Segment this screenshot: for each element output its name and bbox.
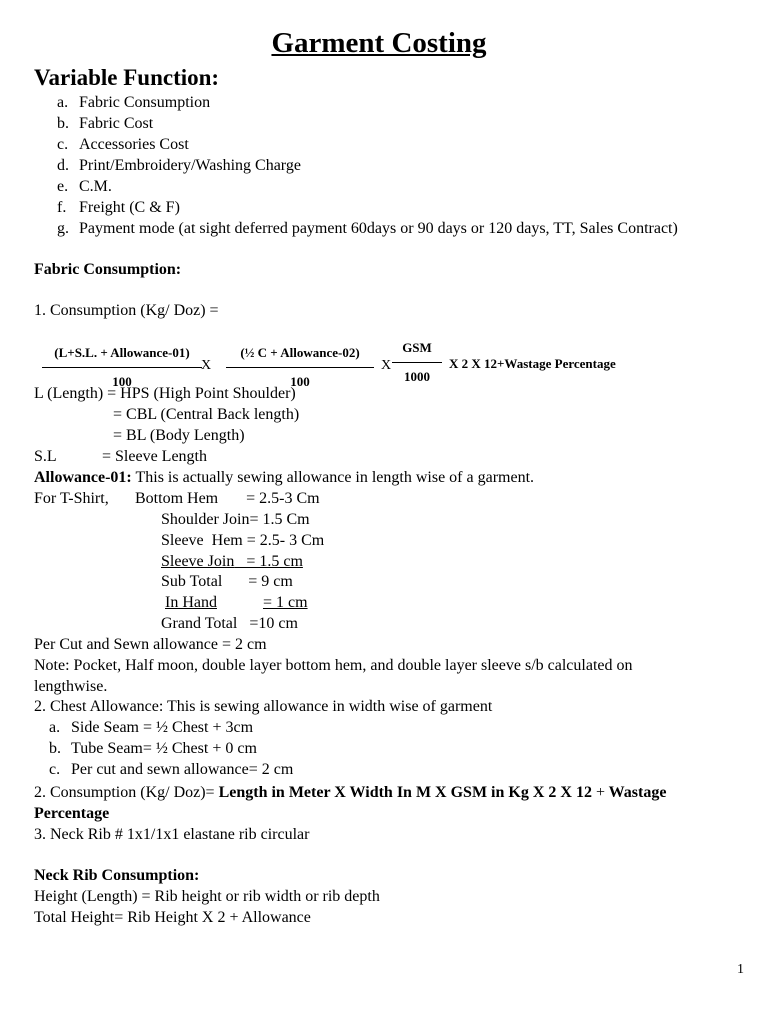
- tshirt-row-grand-total: Grand Total =10 cm: [161, 615, 298, 632]
- formula-tail: X 2 X 12+Wastage Percentage: [449, 356, 616, 371]
- list-item-text: Per cut and sewn allowance= 2 cm: [71, 761, 294, 778]
- list-item-text: Print/Embroidery/Washing Charge: [79, 157, 301, 174]
- tshirt-row-in-hand: In Hand = 1 cm: [165, 594, 308, 611]
- list-marker: e.: [57, 178, 69, 195]
- list-marker: f.: [57, 199, 67, 216]
- list-item-text: Payment mode (at sight deferred payment 60days or 90 days or 120 days, TT, Sales Contract): [79, 220, 678, 237]
- tshirt-row-sleeve-join: Sleeve Join = 1.5 cm: [161, 553, 303, 570]
- fraction-2-numerator: (½ C + Allowance-02): [226, 345, 374, 368]
- variable-function-item: [57, 156, 301, 176]
- formula-multiply-1: X: [201, 358, 212, 373]
- neck-rib-consumption-heading: Neck Rib Consumption:: [34, 867, 200, 884]
- neck-rib-height: Height (Length) = Rib height or rib width or rib depth: [34, 888, 380, 905]
- list-marker: d.: [57, 157, 69, 174]
- list-marker: c.: [57, 136, 69, 153]
- chest-allowance: 2. Chest Allowance: This is sewing allowance in width wise of garment: [34, 698, 493, 715]
- fabric-consumption-heading: Fabric Consumption:: [34, 261, 182, 278]
- per-cut-sewn-allowance: Per Cut and Sewn allowance = 2 cm: [34, 636, 267, 653]
- list-marker: b.: [57, 115, 69, 132]
- length-definition-1: L (Length) = HPS (High Point Shoulder): [34, 385, 296, 402]
- variable-function-item: [57, 93, 210, 113]
- variable-function-item: [57, 135, 189, 155]
- list-item-text: Freight (C & F): [79, 199, 180, 216]
- list-item-text: Side Seam = ½ Chest + 3cm: [71, 719, 254, 736]
- consumption-1-label: 1. Consumption (Kg/ Doz) =: [34, 302, 219, 319]
- page-number: 1: [737, 962, 744, 977]
- sleeve-length-label: S.L: [34, 448, 57, 465]
- chest-allowance-item: [49, 760, 293, 780]
- sleeve-length-value: = Sleeve Length: [102, 448, 207, 465]
- list-marker: c.: [49, 761, 61, 778]
- list-marker: b.: [49, 740, 61, 757]
- list-marker: a.: [49, 719, 61, 736]
- fraction-2-denominator: 100: [290, 374, 310, 389]
- list-item-text: Fabric Cost: [79, 115, 154, 132]
- variable-function-item: [57, 219, 678, 239]
- list-item-text: Fabric Consumption: [79, 94, 211, 111]
- formula-multiply-2: X: [381, 358, 392, 373]
- allowance-01-text: This is actually sewing allowance in length wise of a garment.: [131, 469, 535, 486]
- neck-rib-total-height: Total Height= Rib Height X 2 + Allowance: [34, 909, 311, 926]
- fraction-3-numerator: GSM: [392, 340, 442, 363]
- list-marker: g.: [57, 220, 69, 237]
- formula-fraction-3: [392, 340, 442, 385]
- consumption-2-line-2: Percentage: [34, 805, 110, 822]
- consumption-2-line: 2. Consumption (Kg/ Doz)= Length in Meter X Width In M X GSM in Kg X 2 X 12 + Wastage: [34, 784, 667, 801]
- tshirt-row-sub-total: Sub Total = 9 cm: [161, 573, 293, 590]
- fraction-1-denominator: 100: [112, 374, 132, 389]
- length-definition-3: = BL (Body Length): [113, 427, 245, 444]
- page-title: Garment Costing: [271, 27, 487, 59]
- allowance-01-line: [34, 468, 534, 488]
- chest-allowance-item: [49, 739, 257, 759]
- tshirt-row-bottom-hem: Bottom Hem = 2.5-3 Cm: [135, 490, 320, 507]
- tshirt-row-sleeve-hem: Sleeve Hem = 2.5- 3 Cm: [161, 532, 325, 549]
- chest-allowance-item: [49, 718, 253, 738]
- length-definition-2: = CBL (Central Back length): [113, 406, 300, 423]
- variable-function-item: [57, 198, 180, 218]
- list-item-text: C.M.: [79, 178, 112, 195]
- allowance-01-label: Allowance-01:: [34, 469, 132, 486]
- variable-function-item: [57, 114, 153, 134]
- note-line-2: lengthwise.: [34, 678, 108, 695]
- variable-function-item: [57, 177, 112, 197]
- list-marker: a.: [57, 94, 69, 111]
- neck-rib-line: 3. Neck Rib # 1x1/1x1 elastane rib circular: [34, 826, 310, 843]
- note-line-1: Note: Pocket, Half moon, double layer bottom hem, and double layer sleeve s/b calculated on: [34, 657, 633, 674]
- list-item-text: Tube Seam= ½ Chest + 0 cm: [71, 740, 257, 757]
- fraction-1-numerator: (L+S.L. + Allowance-01): [42, 345, 202, 368]
- fraction-3-denominator: 1000: [404, 369, 430, 384]
- tshirt-label: For T-Shirt,: [34, 490, 109, 507]
- list-item-text: Accessories Cost: [79, 136, 189, 153]
- tshirt-row-shoulder-join: Shoulder Join= 1.5 Cm: [161, 511, 310, 528]
- variable-function-heading: Variable Function:: [34, 65, 220, 90]
